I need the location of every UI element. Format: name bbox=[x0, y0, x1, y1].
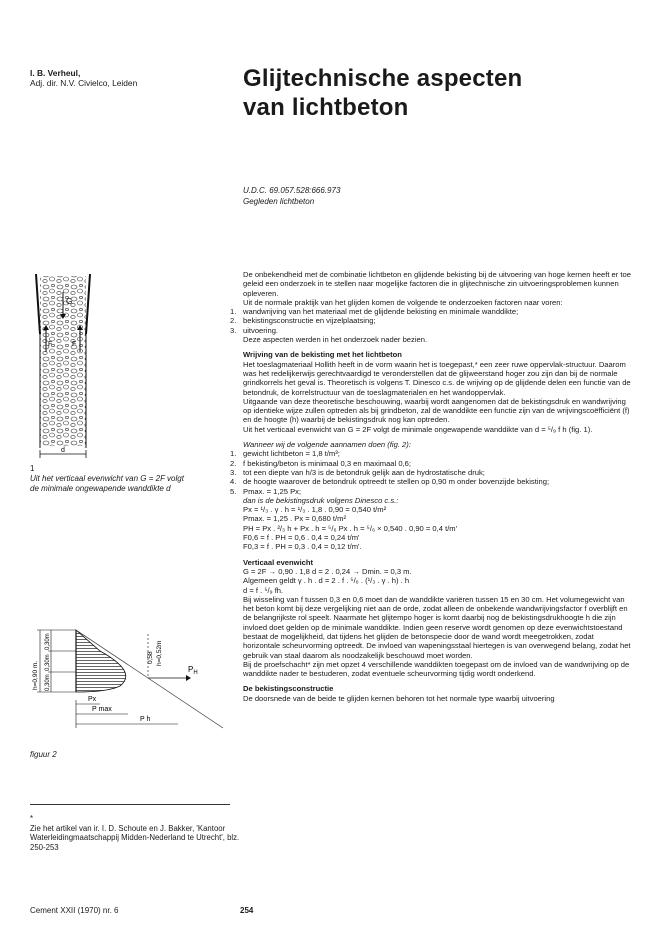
footnote bbox=[30, 814, 240, 852]
list-text: wandwrijving van het materiaal met de glijdende bekisting en minimale wanddikte; bbox=[243, 307, 519, 317]
list-text: Pmax. = 1,25 Px; bbox=[243, 486, 302, 496]
page-title bbox=[243, 64, 643, 122]
assumptions-intro: Wanneer wij de volgende aannamen doen (fig. 2): bbox=[243, 440, 411, 450]
equation-line: Algemeen geldt γ . h . d = 2 . f . ⁵/₆ . (¹/₃ . γ . h) . h bbox=[243, 576, 410, 586]
footnote-star: * bbox=[30, 814, 34, 823]
list-number: 5. bbox=[230, 486, 237, 496]
list-item bbox=[230, 486, 631, 496]
paragraph-3: Uit het verticaal evenwicht van G = 2F volgt de minimale ongewapende wanddikte van d = ⁵/₉ f h (fig. 1). bbox=[243, 424, 593, 434]
list-item bbox=[230, 467, 631, 477]
list-number: 2. bbox=[230, 458, 237, 468]
author-name: I. B. Verheul, bbox=[30, 68, 81, 78]
equation-line: Px = ¹/₃ . γ . h = ¹/₃ . 1,8 . 0,90 = 0,540 t/m² bbox=[243, 505, 387, 515]
udc-code: U.D.C. 69.057.528:666.973 bbox=[243, 186, 341, 195]
figure-1-wall-diagram bbox=[28, 272, 108, 462]
fig2-label-h090: h=0,90 m. bbox=[32, 660, 39, 690]
figure-1-caption-line-2: de minimale ongewapende wanddikte d bbox=[30, 483, 171, 493]
footnote-text: Zie het artikel van ir. I. D. Schoute en J. Bakker, 'Kantoor Waterleidingmaatschappij Midden-Nederland te Utrecht', blz. 250-253 bbox=[30, 823, 240, 852]
fig2-label-h058: 0,58 bbox=[147, 651, 154, 664]
list-text: gewicht lichtbeton = 1,8 t/m³; bbox=[243, 449, 340, 459]
fig1-label-f-left: F bbox=[48, 341, 53, 348]
section-heading-evenwicht: Verticaal evenwicht bbox=[243, 557, 314, 567]
intro-paragraph-2: Uit de normale praktijk van het glijden komen de volgende te onderzoeken factoren naar voren: bbox=[243, 297, 563, 307]
title-line-2: van lichtbeton bbox=[243, 94, 409, 121]
list-number: 3. bbox=[230, 467, 237, 477]
fig2-label-ph: $P_H$ bbox=[188, 665, 198, 676]
list-item bbox=[230, 449, 631, 459]
figure-1-caption bbox=[30, 464, 235, 493]
paragraph-2: Uitgaande van deze theoretische beschouwing, waarbij wordt aangenomen dat de bekistingsdruk en wandwrijving op identieke wijze zullen optreden als bij grindbeton, zal de wanddikte een functie zijn van de wrijvingscoëfficiënt (f) en de hoogte (h) waarbij de bekistingsdruk nog kan optreden. bbox=[243, 396, 630, 425]
list-number: 1. bbox=[230, 449, 237, 459]
udc-block bbox=[243, 186, 340, 207]
list-item bbox=[230, 458, 631, 468]
figure-2-pressure-diagram bbox=[28, 620, 238, 740]
equation-line: Pmax. = 1,25 . Px = 0,680 t/m² bbox=[243, 514, 346, 524]
paragraph-5: Bij wisseling van f tussen 0,3 en 0,6 moet dan de wanddikte variëren tussen 15 en 30 cm. Het volumegewicht van het beton komt bij deze vergelijking niet aan de orde, zodat alleen de onbekende wandwrijvingsfactor f overblijft en de belangrijkste rol speelt. Naarmate het glijtempo hoger is komt daarbij nog de bekistingsdrukhoogte h die zijn invloed doet gelden op de minimale wanddikte. Indien geen reserve wordt genomen op deze evenwichtstoestand bestaat de mogelijkheid, dat tijdens het glijden de betonspecie door de wand wordt meegetrokken, zodat horizontale scheurvorming optreedt. De invloed van wapeningsstaal hiertegen is van overwegend belang, zodat het gebruik van staal daarom als noodzakelijk beschouwd moet worden. bbox=[243, 594, 631, 660]
equation-line: F0,6 = f . PH = 0,6 . 0,4 = 0,24 t/m' bbox=[243, 533, 360, 543]
author-affiliation: Adj. dir. N.V. Civielco, Leiden bbox=[30, 78, 138, 88]
fig2-label-px: Px bbox=[88, 696, 97, 703]
section-heading-wrijving: Wrijving van de bekisting met het lichtbeton bbox=[243, 350, 402, 360]
list-number: 2. bbox=[230, 316, 237, 326]
journal-reference: Cement XXII (1970) nr. 6 bbox=[30, 906, 119, 915]
list-item bbox=[230, 307, 631, 317]
paragraph-1: Het toeslagmateriaal Hollith heeft in de vorm waarin het is toegepast,* een zeer ruwe oppervlak-structuur. Daarom was het redelijkerwijs gerechtvaardigd te veronderstellen dat de glijweerstand hoger zou zijn dan bij de normale grindkorrels het geval is. Theoretisch is volgens T. Dinesco c.s. de wrijving op de glijdende delen een functie van de betondruk, de korrelstructuur van de toeslagmaterialen en het wandoppervlak. bbox=[243, 359, 631, 397]
author-block bbox=[30, 68, 220, 88]
list-item bbox=[230, 477, 631, 487]
fig2-label-pmax: P max bbox=[92, 706, 112, 713]
dinesco-intro: dan is de bekistingsdruk volgens Dinesco c.s.: bbox=[243, 495, 399, 505]
page-number: 254 bbox=[240, 906, 254, 915]
list-text: uitvoering. bbox=[243, 325, 279, 335]
article-body bbox=[230, 270, 631, 703]
factor-list bbox=[230, 307, 631, 335]
section-heading-bekisting: De bekistingsconstructie bbox=[243, 684, 334, 694]
udc-subtitle: Gegleden lichtbeton bbox=[243, 196, 315, 206]
fig1-label-g: G bbox=[66, 297, 73, 306]
fig2-label-h052: h=0,52m bbox=[156, 640, 163, 666]
list-item bbox=[230, 325, 631, 335]
footnote-rule bbox=[30, 804, 230, 805]
ph-arrowhead bbox=[186, 675, 191, 681]
fig1-label-d: d bbox=[61, 447, 65, 454]
list-text: de hoogte waarover de betondruk optreedt te stellen op 0,90 m onder bovenzijde bekisting; bbox=[243, 477, 550, 487]
paragraph-7: De doorsnede van de beide te glijden kernen behoren tot het normale type waarbij uitvoering bbox=[243, 693, 555, 703]
list-item bbox=[230, 316, 631, 326]
list-text: tot een diepte van h/3 is de betondruk gelijk aan de hydrostatische druk; bbox=[243, 467, 485, 477]
intro-paragraph: De onbekendheid met de combinatie lichtbeton en glijdende bekisting bij de uitvoering van hoge kernen heeft er toe geleid een onderzoek in te stellen naar mogelijke factoren die in glijtechnische zin uitvoeringsproblemen kunnen opleveren. bbox=[243, 270, 631, 298]
list-number: 3. bbox=[230, 325, 237, 335]
figure-1-number: 1 bbox=[30, 464, 35, 473]
assumptions-list bbox=[230, 449, 631, 496]
fig2-label-h030b: 0,30m bbox=[45, 654, 51, 671]
list-text: bekistingsconstructie en vijzelplaatsing; bbox=[243, 316, 376, 326]
equation-line: F0,3 = f . PH = 0,3 . 0,4 = 0,12 t/m'. bbox=[243, 542, 362, 552]
fig1-label-f-right: F bbox=[72, 341, 77, 348]
equation-line: d = f . ⁵/₉ fh. bbox=[243, 585, 284, 595]
paragraph-6: Bij de proefschacht* zijn met opzet 4 verschillende wanddikten toegepast om de invloed van de wandwrijving op de wanddikte nader te bestuderen, zodat eventuele scheurvorming tijdig wordt onderkend. bbox=[243, 659, 630, 679]
list-number: 1. bbox=[230, 307, 237, 317]
list-text: f bekisting/beton is minimaal 0,3 en maximaal 0,6; bbox=[243, 458, 411, 468]
left-formwork bbox=[36, 274, 40, 334]
fig2-label-phx: P h bbox=[140, 716, 151, 723]
right-formwork bbox=[86, 274, 90, 334]
pressure-area bbox=[76, 630, 126, 692]
equation-line: PH = Px . ²/₃ h + Px . h = ⁵/₆ Px . h = ⁵/₆ × 0,540 . 0,90 = 0,4 t/m' bbox=[243, 523, 458, 533]
fig2-label-h030a: 0,30m bbox=[45, 633, 51, 650]
figure-1-caption-line-1: Uit het verticaal evenwicht van G = 2F volgt bbox=[30, 473, 184, 483]
fig2-label-h030c: 0,30m bbox=[45, 674, 51, 691]
list-number: 4. bbox=[230, 477, 237, 487]
figure-2-caption: figuur 2 bbox=[30, 750, 57, 759]
title-line-1: Glijtechnische aspecten bbox=[243, 65, 523, 92]
intro-paragraph-3: Deze aspecten werden in het onderzoek nader bezien. bbox=[243, 335, 428, 345]
equation-line: G = 2F → 0,90 . 1,8 d = 2 . 0,24 → Dmin. = 0,3 m. bbox=[243, 566, 412, 576]
